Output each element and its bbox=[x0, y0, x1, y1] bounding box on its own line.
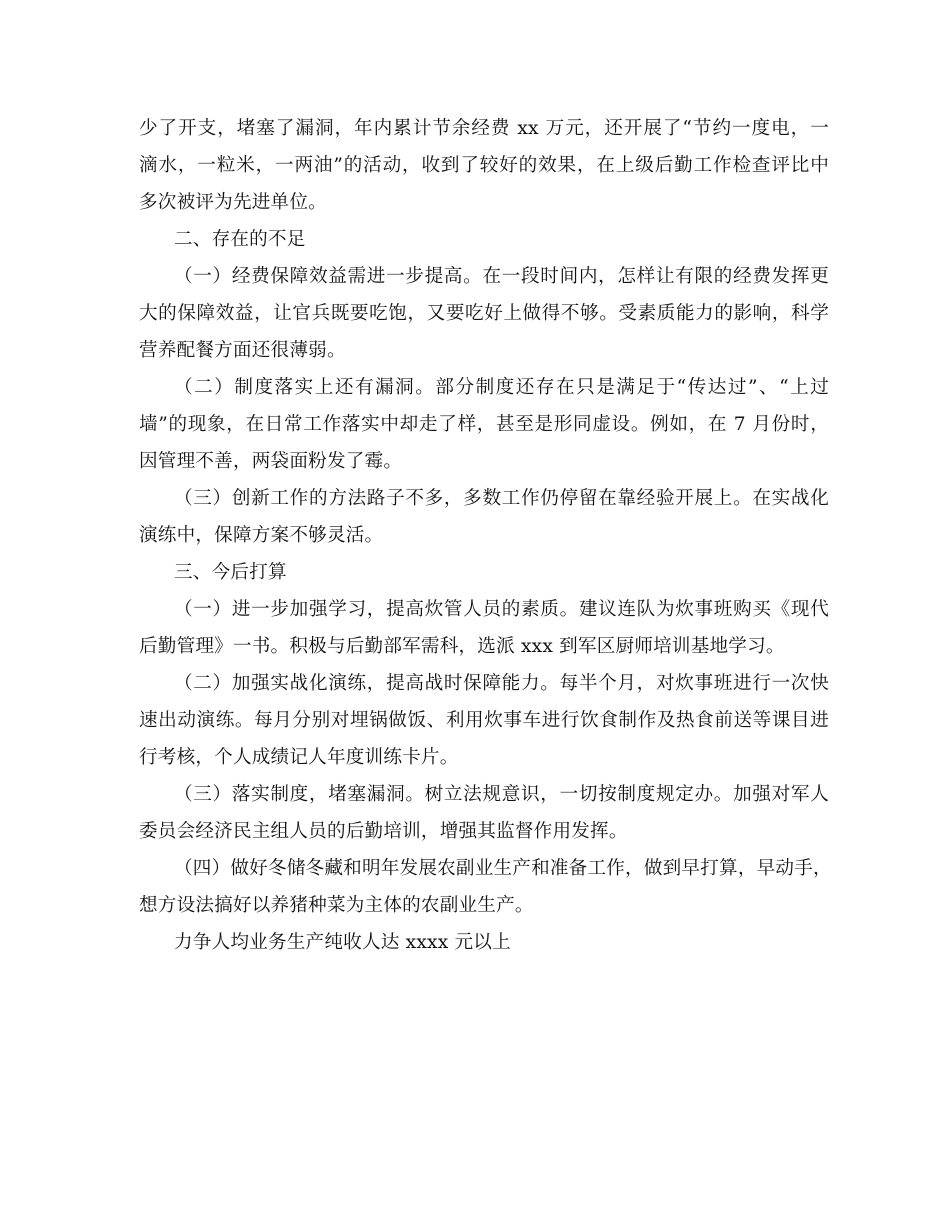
section-heading: 三、今后打算 bbox=[174, 562, 287, 583]
paragraph-line: 因管理不善，两袋面粉发了霉。 bbox=[139, 451, 403, 472]
paragraph-line: 大的保障效益，让官兵既要吃饱，又要吃好上做得不够。受素质能力的影响，科学 bbox=[139, 303, 829, 324]
paragraph-line: 营养配餐方面还很薄弱。 bbox=[139, 340, 346, 361]
paragraph-line: 墙”的现象，在日常工作落实中却走了样，甚至是形同虚设。例如，在 7 月份时， bbox=[139, 414, 829, 435]
paragraph-line: 少了开支，堵塞了漏洞，年内累计节余经费 xx 万元，还开展了“节约一度电，一 bbox=[139, 118, 829, 139]
paragraph-line: （三）落实制度，堵塞漏洞。树立法规意识，一切按制度规定办。加强对军人 bbox=[174, 784, 829, 805]
paragraph-line: （一）进一步加强学习，提高炊管人员的素质。建议连队为炊事班购买《现代 bbox=[174, 599, 829, 620]
paragraph-line: （二）加强实战化演练，提高战时保障能力。每半个月，对炊事班进行一次快 bbox=[174, 673, 829, 694]
paragraph-line: （一）经费保障效益需进一步提高。在一段时间内，怎样让有限的经费发挥更 bbox=[174, 266, 829, 287]
paragraph-line: 力争人均业务生产纯收人达 xxxx 元以上 bbox=[174, 932, 511, 953]
paragraph-line: 行考核，个人成绩记人年度训练卡片。 bbox=[139, 747, 459, 768]
paragraph-line: 想方设法搞好以养猪种菜为主体的农副业生产。 bbox=[139, 895, 534, 916]
paragraph-line: 速出动演练。每月分别对埋锅做饭、利用炊事车进行饮食制作及热食前送等课目进 bbox=[139, 710, 829, 731]
paragraph-line: （四）做好冬储冬藏和明年发展农副业生产和准备工作，做到早打算，早动手， bbox=[174, 858, 832, 879]
paragraph-line: 后勤管理》一书。积极与后勤部军需科，选派 xxx 到军区厨师培训基地学习。 bbox=[139, 636, 785, 657]
paragraph-line: 委员会经济民主组人员的后勤培训，增强其监督作用发挥。 bbox=[139, 821, 628, 842]
section-heading: 二、存在的不足 bbox=[174, 229, 306, 250]
paragraph-line: （三）创新工作的方法路子不多，多数工作仍停留在靠经验开展上。在实战化 bbox=[174, 488, 829, 509]
paragraph-line: （二）制度落实上还有漏洞。部分制度还存在只是满足于“传达过”、“上过 bbox=[174, 377, 829, 398]
paragraph-line: 滴水，一粒米，一两油”的活动，收到了较好的效果，在上级后勤工作检查评比中 bbox=[139, 155, 829, 176]
paragraph-line: 演练中，保障方案不够灵活。 bbox=[139, 525, 384, 546]
paragraph-line: 多次被评为先进单位。 bbox=[139, 192, 327, 213]
